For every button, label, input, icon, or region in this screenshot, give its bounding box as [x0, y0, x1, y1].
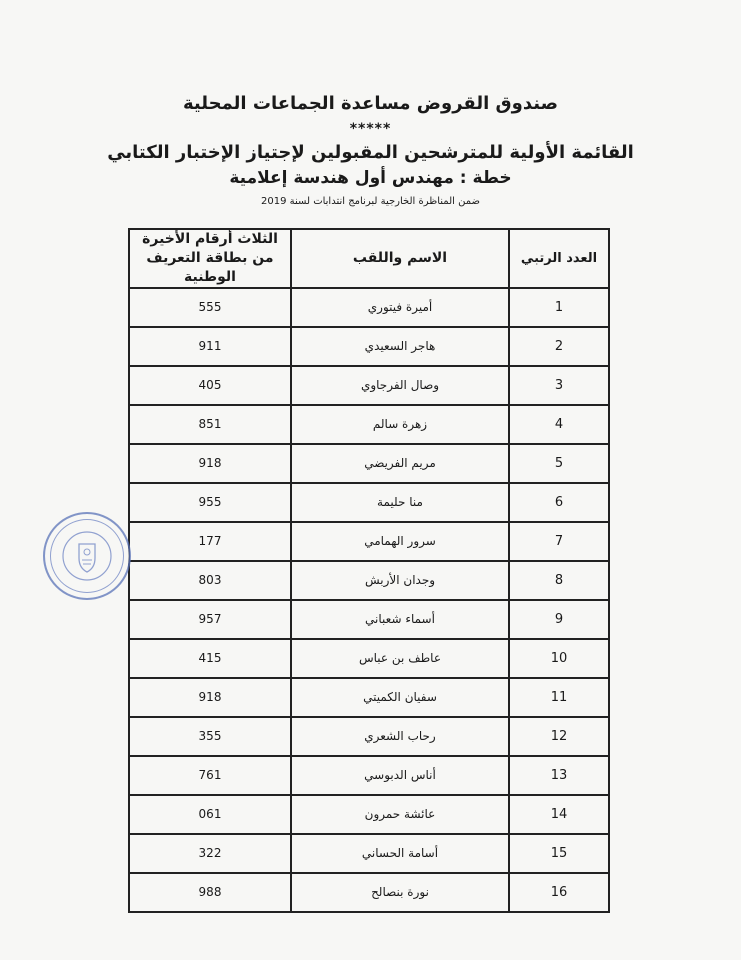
cell-name: عاطف بن عباس	[291, 639, 509, 678]
column-header-rank: العدد الرتبي	[509, 229, 609, 288]
cell-rank: 2	[509, 327, 609, 366]
cell-id-digits: 761	[129, 756, 291, 795]
cell-name: زهرة سالم	[291, 405, 509, 444]
table-row	[129, 639, 609, 678]
cell-name: سرور الهمامي	[291, 522, 509, 561]
document-title: القائمة الأولية للمترشحين المقبولين لإجتياز الإختبار الكتابي	[107, 142, 634, 163]
cell-rank: 6	[509, 483, 609, 522]
cell-id-digits: 803	[129, 561, 291, 600]
cell-name: سفيان الكميتي	[291, 678, 509, 717]
cell-id-digits: 415	[129, 639, 291, 678]
cell-name: منا حليمة	[291, 483, 509, 522]
cell-rank: 16	[509, 873, 609, 912]
table-row	[129, 483, 609, 522]
cell-rank: 5	[509, 444, 609, 483]
table-row	[129, 327, 609, 366]
organization-name: صندوق القروض مساعدة الجماعات المحلية	[183, 93, 558, 114]
cell-name: وصال الفرجاوي	[291, 366, 509, 405]
cell-name: عائشة حمرون	[291, 795, 509, 834]
cell-name: أناس الدبوسي	[291, 756, 509, 795]
table-row	[129, 678, 609, 717]
cell-name: وجدان الأربش	[291, 561, 509, 600]
cell-rank: 7	[509, 522, 609, 561]
table-row	[129, 795, 609, 834]
cell-name: رحاب الشعري	[291, 717, 509, 756]
table-row	[129, 522, 609, 561]
cell-id-digits: 851	[129, 405, 291, 444]
document-subtitle: ضمن المناظرة الخارجية لبرنامج انتدابات لسنة 2019	[261, 196, 480, 207]
cell-name: هاجر السعيدي	[291, 327, 509, 366]
candidates-table	[128, 228, 610, 913]
cell-id-digits: 918	[129, 678, 291, 717]
table-row	[129, 288, 609, 327]
table-row	[129, 600, 609, 639]
cell-rank: 8	[509, 561, 609, 600]
cell-rank: 11	[509, 678, 609, 717]
cell-id-digits: 405	[129, 366, 291, 405]
cell-id-digits: 177	[129, 522, 291, 561]
cell-name: أسامة الحساني	[291, 834, 509, 873]
table-row	[129, 561, 609, 600]
table-body	[129, 288, 609, 912]
table-header-row	[129, 229, 609, 288]
table-row	[129, 873, 609, 912]
cell-name: نورة بنصالح	[291, 873, 509, 912]
position-title: خطة : مهندس أول هندسة إعلامية	[229, 168, 512, 188]
table-row	[129, 717, 609, 756]
table-row	[129, 834, 609, 873]
cell-id-digits: 322	[129, 834, 291, 873]
cell-name: أميرة فيتوري	[291, 288, 509, 327]
cell-id-digits: 988	[129, 873, 291, 912]
cell-id-digits: 957	[129, 600, 291, 639]
cell-rank: 9	[509, 600, 609, 639]
cell-rank: 1	[509, 288, 609, 327]
cell-id-digits: 955	[129, 483, 291, 522]
table-row	[129, 444, 609, 483]
table-row	[129, 366, 609, 405]
column-header-name: الاسم واللقب	[291, 229, 509, 288]
cell-rank: 15	[509, 834, 609, 873]
cell-id-digits: 061	[129, 795, 291, 834]
cell-name: مريم الفريضي	[291, 444, 509, 483]
cell-id-digits: 918	[129, 444, 291, 483]
official-seal-icon	[43, 512, 131, 600]
cell-name: أسماء شعباني	[291, 600, 509, 639]
cell-id-digits: 555	[129, 288, 291, 327]
cell-rank: 14	[509, 795, 609, 834]
cell-rank: 13	[509, 756, 609, 795]
table-row	[129, 405, 609, 444]
cell-rank: 10	[509, 639, 609, 678]
cell-rank: 3	[509, 366, 609, 405]
cell-rank: 12	[509, 717, 609, 756]
table-row	[129, 756, 609, 795]
cell-rank: 4	[509, 405, 609, 444]
separator-stars: *****	[349, 121, 392, 137]
cell-id-digits: 911	[129, 327, 291, 366]
column-header-id-digits: الثلاث أرقام الأخيرة من بطاقة التعريف الوطنية	[129, 229, 291, 288]
cell-id-digits: 355	[129, 717, 291, 756]
